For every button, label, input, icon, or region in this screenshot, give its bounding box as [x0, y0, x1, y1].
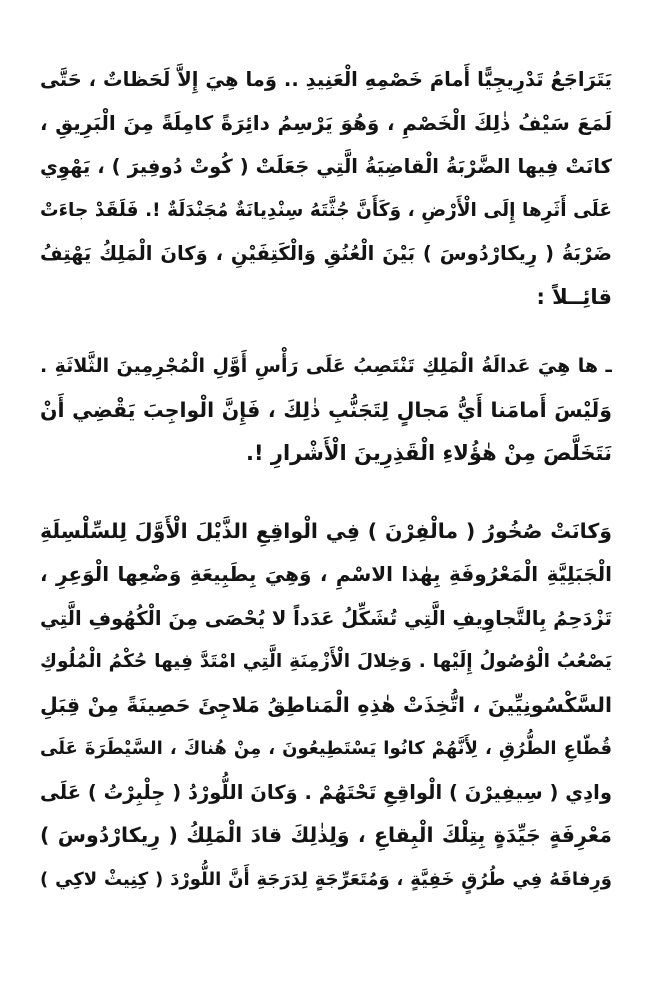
text-line: الْجَبَلِيَّةِ الْمَعْرُوفَةِ بِهٰذا الاسْمِ ، وَهِيَ بِطَبِيعَةِ وَضْعِها الْوَعِرِ ، — [40, 562, 612, 586]
text-line: وادِي ( سِيفِيرْنَ ) الْواقِعِ تَحْتَهُمْ . وَكانَ اللُّورْدُ ( جِلْبِرْتُ ) عَلَى — [40, 780, 612, 804]
text-line: وَرِفاقَهُ فِي طُرُقٍ خَفِيَّةٍ ، وَمُتَعَرِّجَةٍ لِدَرَجَةِ أَنَّ اللُّورْدَ ( كِنِيثْ لاكِي ) — [40, 868, 612, 890]
text-line: ضَرْبَةُ ( رِيكارْدُوسَ ) بَيْنَ الْعُنُقِ وَالْكَتِفَيْنِ ، وَكانَ الْمَلِكُ يَهْتِفُ — [40, 242, 612, 265]
paragraph-spacer — [40, 476, 612, 510]
text-line: لَمَعَ سَيْفُ ذٰلِكَ الْخَصْمِ ، وَهُوَ يَرْسِمُ دائِرَةً كامِلَةً مِنَ الْبَرِيقِ ، — [40, 110, 612, 135]
text-line: ـ ها هِيَ عَدالَةُ الْمَلِكِ تَنْتَصِبُ عَلَى رَأْسِ أَوَّلِ الْمُجْرِمِينَ الثَّلاثَةِ . — [40, 355, 612, 377]
text-line: مَعْرِفَةٍ جَيِّدَةٍ بِتِلْكَ الْبِقاعِ ، وَلِذٰلِكَ قادَ الْمَلِكُ ( رِيكارْدُوسَ ) — [40, 823, 612, 847]
text-line: عَلَى أَثَرِها إِلَى الْأَرْضِ ، وَكَأَنَّ جُثَّتَهُ سِنْدِيانَةٌ مُجَنْدَلَةٌ !. فَلَقَدْ جاءَتْ — [40, 199, 612, 221]
text-line: وَكانَتْ صُخُورُ ( مالْفِرْنَ ) فِي الْواقِعِ الذَّيْلَ الْأَوَّلَ لِلسِّلْسِلَةِ — [40, 518, 612, 543]
text-line: نَتَخَلَّصَ مِنْ هٰؤُلاءِ الْقَذِرِينَ الْأَشْرارِ !. — [246, 441, 612, 465]
text-line: يَتَرَاجَعُ تَدْرِيجِيًّا أَمامَ خَصْمِهِ الْعَنِيدِ .. وَما هِيَ إِلاَّ لَحَظاتٌ ، حَتَّى — [40, 68, 612, 91]
paragraph-narrative-2 — [40, 510, 612, 902]
text-line: قُطّاعِ الطُّرُقِ ، لِأَنَّهُمْ كانُوا يَسْتَطِيعُونَ ، مِنْ هُناكَ ، السَّيْطَرَةَ عَلَى — [40, 738, 612, 759]
text-line: تَزْدَحِمُ بِالتَّجاوِيفِ الَّتِي تُشَكِّلُ عَدَداً لا يُحْصَى مِنَ الْكُهُوفِ الَّتِي — [40, 606, 612, 630]
text-line: قائِــلاً : — [536, 284, 612, 309]
text-line: كانَتْ فِيها الضَّرْبَةُ الْقاضِيَةُ الَّتِي جَعَلَتْ ( كُوتْ دُوفِيرَ ) ، يَهْوِي — [40, 155, 612, 178]
text-line: وَلَيْسَ أَمامَنا أَيُّ مَجالٍ لِتَجَنُّبِ ذٰلِكَ ، فَإِنَّ الْواجِبَ يَقْضِي أَنْ — [40, 397, 612, 422]
paragraph-spacer — [40, 319, 612, 345]
paragraph-dialogue — [40, 345, 612, 476]
paragraph-narrative-1 — [40, 58, 612, 319]
text-line: يَصْعُبُ الْوُصُولُ إِلَيْها . وَخِلالَ الْأَزْمِنَةِ الَّتِي امْتَدَّ فِيها حُكْمُ الْمُلُوكِ — [40, 651, 612, 672]
text-line: السَّكْسُونِيِّينَ ، اتُّخِذَتْ هٰذِهِ الْمَناطِقُ مَلاجِئَ حَصِينَةً مِنْ قِبَلِ — [40, 692, 612, 717]
